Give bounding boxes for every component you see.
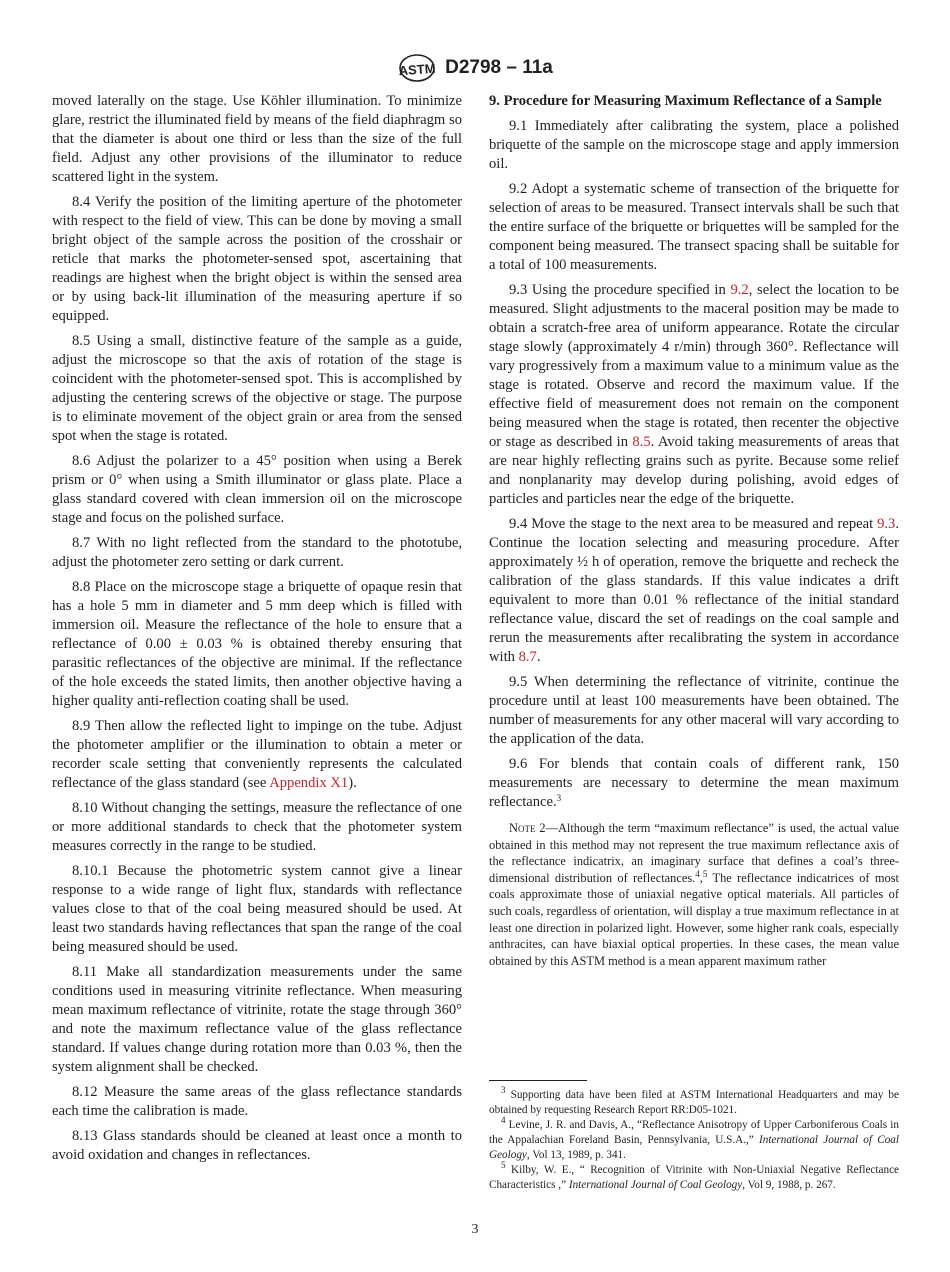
page-header bbox=[0, 52, 950, 84]
text-run: The reflectance indicatrices of most coals approximate those of uniaxial negative optical materials. All particles of such coals, regardless of orientation, will display a true maximum reflectance in at least one direction in polarized light. However, some higher rank coals, especially anthracites, can have biaxial optical properties. In these cases, the mean value obtained by this ASTM method is a mean apparent maximum rather bbox=[489, 870, 899, 968]
footnote-ref: 4 bbox=[501, 1115, 506, 1125]
text-run: 9.5 When determining the reflectance of vitrinite, continue the procedure until at least 100 measurements have been obtained. The number of measurements for any other maceral will vary according to the application of the data. bbox=[489, 674, 899, 747]
text-run: 8.8 Place on the microscope stage a briquette of opaque resin that has a hole 5 mm in diameter and 5 mm deep which is filled with immersion oil. Measure the reflectance of the hole to ensure that a reflectance of 0.00 ± 0.03 % is obtained thereby ensuring that parasitic reflectances of the objective are minimal. If the reflectance of the hole exceeds the stated limits, then another objective having a higher quality anti-reflection coating shall be used. bbox=[52, 579, 462, 709]
paragraph bbox=[52, 799, 462, 856]
journal-title: International Journal of Coal Geology bbox=[489, 1134, 899, 1161]
text-run: —Although the term “maximum reflectance” is used, the actual value obtained in this method may not represent the true maximum reflectance axis of the reflectance indicatrix, an imaginary surface that defines a coal’s three-dimensional distribution of reflectances. bbox=[489, 821, 899, 885]
left-column bbox=[52, 92, 462, 1171]
text-run: Levine, J. R. and Davis, A., “Reflectance Anisotropy of Upper Carboniferous Coals in the Appalachian Foreland Basin, Pennsylvania, U.S.A.,” bbox=[489, 1119, 899, 1146]
paragraph bbox=[489, 281, 899, 509]
right-column bbox=[489, 92, 899, 969]
cross-reference-link[interactable]: 8.5 bbox=[632, 434, 651, 450]
cross-reference-link[interactable]: 9.3 bbox=[877, 516, 896, 532]
cross-reference-link[interactable]: 8.7 bbox=[518, 649, 537, 665]
text-run: , bbox=[699, 870, 703, 885]
footnote bbox=[489, 1115, 899, 1163]
paragraph bbox=[489, 117, 899, 174]
astm-logo-icon bbox=[397, 52, 437, 84]
paragraph bbox=[489, 515, 899, 667]
text-run: Supporting data have been filed at ASTM International Headquarters and may be obtained by requesting Research Report RR:D05-1021. bbox=[489, 1089, 899, 1116]
page-number: 3 bbox=[471, 1222, 479, 1237]
text-run: ). bbox=[348, 775, 357, 791]
paragraph bbox=[52, 193, 462, 326]
paragraph bbox=[52, 1127, 462, 1165]
footnote-ref: 4 bbox=[695, 868, 700, 879]
paragraph bbox=[489, 755, 899, 812]
footnote bbox=[489, 1085, 899, 1118]
paragraph bbox=[489, 673, 899, 749]
text-run: Kilby, W. E., “ Recognition of Vitrinite with Non-Uniaxial Negative Reflectance Characteristics ,” bbox=[489, 1164, 899, 1191]
text-run: 8.13 Glass standards should be cleaned at least once a month to avoid oxidation and changes in reflectances. bbox=[52, 1128, 462, 1163]
paragraph bbox=[52, 1083, 462, 1121]
text-run: 9.3 Using the procedure specified in bbox=[509, 282, 731, 298]
paragraph bbox=[52, 92, 462, 187]
paragraph bbox=[52, 862, 462, 957]
cross-reference-link[interactable]: 9.2 bbox=[730, 282, 749, 298]
text-run: 8.4 Verify the position of the limiting aperture of the photometer with respect to the field of view. This can be done by moving a small bright object of the sample across the position of the crosshair or reticle that marks the photometer-sensed spot, ascertaining that readings are highest when the bright object is within the sensed area or by using back-lit illumination of the measuring aperture if so equipped. bbox=[52, 194, 462, 324]
text-run: , select the location to be measured. Slight adjustments to the maceral position may be made to obtain a scratch-free area of uniform appearance. Rotate the circular stage slowly (approximately 4 r/min) through 360°. Reflectance will vary progressively from a maximum value to a minimum value as the stage is rotated. Observe and record the maximum value. If the effective field of measurement does not remain on the component being measured when the stage is rotated, then recenter the objective or stage as described in bbox=[489, 282, 899, 450]
text-run: , Vol 13, 1989, p. 341. bbox=[526, 1149, 626, 1161]
svg-text:ASTM: ASTM bbox=[398, 60, 437, 79]
footnote bbox=[489, 1160, 899, 1193]
text-run: 9.2 Adopt a systematic scheme of transection of the briquette for selection of areas to be measured. Transect intervals shall be such that the entire surface of the briquette or briquettes will be sampled for the component being measured. The transect spacing shall be suitable for a total of 100 measurements. bbox=[489, 181, 899, 273]
footnote-ref: 3 bbox=[501, 1085, 506, 1095]
paragraph bbox=[489, 180, 899, 275]
text-run: 8.11 Make all standardization measurements under the same conditions used in measuring vitrinite reflectance. When measuring mean maximum reflectance of vitrinite, rotate the stage through 360° and note the maximum reflectance value of the glass reflectance standard. If values change during rotation more than 0.03 %, then the system alignment shall be checked. bbox=[52, 964, 462, 1075]
footnote-ref: 5 bbox=[702, 868, 708, 879]
note-label: Note 2 bbox=[509, 821, 546, 835]
paragraph bbox=[52, 578, 462, 711]
journal-title: International Journal of Coal Geology bbox=[568, 1179, 743, 1191]
text-run: moved laterally on the stage. Use Köhler illumination. To minimize glare, restrict the illuminated field by means of the field diaphragm so that the diameter is about one third or less than the size of the full field. Adjust any other provisions of the illuminator to reduce scattered light in the system. bbox=[52, 93, 462, 185]
document-designation: D2798 – 11a bbox=[445, 57, 553, 78]
paragraph bbox=[52, 717, 462, 793]
text-run: 8.12 Measure the same areas of the glass reflectance standards each time the calibration is made. bbox=[52, 1084, 462, 1119]
text-run: 8.6 Adjust the polarizer to a 45° position when using a Berek prism or 0° when using a Smith illuminator or glass plate. Place a glass standard covered with clean immersion oil on the microscope stage and focus on the polished surface. bbox=[52, 453, 462, 526]
text-run: 9.1 Immediately after calibrating the system, place a polished briquette of the sample on the microscope stage and apply immersion oil. bbox=[489, 118, 899, 172]
text-run: 9.4 Move the stage to the next area to be measured and repeat bbox=[509, 516, 878, 532]
text-run: 8.10 Without changing the settings, measure the reflectance of one or more additional standards to check that the photometer system measures correctly in the range to be studied. bbox=[52, 800, 462, 854]
paragraph bbox=[52, 332, 462, 446]
cross-reference-link[interactable]: Appendix X1 bbox=[269, 775, 349, 791]
paragraph bbox=[52, 963, 462, 1077]
footnotes bbox=[489, 1085, 899, 1193]
note-2 bbox=[489, 820, 899, 969]
paragraph bbox=[52, 452, 462, 528]
text-run: 8.5 Using a small, distinctive feature of the sample as a guide, adjust the microscope so that the axis of rotation of the stage is coincident with the photometer-sensed spot. This is accomplished by adjusting the centering screws of the objective or stage. The purpose is to eliminate movement of the object grain or area from the sensed spot when the stage is rotated. bbox=[52, 333, 462, 444]
section-heading: 9. Procedure for Measuring Maximum Reflectance of a Sample bbox=[489, 93, 882, 109]
text-run: 9.6 For blends that contain coals of different rank, 150 measurements are necessary to determine the mean maximum reflectance. bbox=[489, 756, 899, 810]
footnote-ref: 3 bbox=[556, 793, 562, 803]
text-run: . Continue the location selecting and measuring procedure. After approximately ½ h of operation, remove the briquette and recheck the calibration of the glass standards. If this value indicates a drift equivalent to more than 0.01 % reflectance of the initial standard reflectance value, discard the set of readings on the coal sample and rerun the measurements after recalibrating the system in accordance with bbox=[489, 516, 899, 665]
text-run: . Avoid taking measurements of areas that are near highly reflecting grains such as pyrite. Because some relief and nonplanarity may develop during polishing, avoid edges of particles and particles near the edge of the briquette. bbox=[489, 434, 899, 507]
text-run: 8.7 With no light reflected from the standard to the phototube, adjust the photometer zero setting or dark current. bbox=[52, 535, 462, 570]
footnote-ref: 5 bbox=[501, 1160, 506, 1170]
text-run: 8.10.1 Because the photometric system cannot give a linear response to a wide range of light flux, standards with reflectance values close to that of the coal being measured should be used. At least two standards having reflectances that span the range of the coal being measured should be used. bbox=[52, 863, 462, 955]
text-run: . bbox=[536, 649, 541, 665]
footnote-divider bbox=[489, 1080, 587, 1081]
text-run: , Vol 9, 1988, p. 267. bbox=[742, 1179, 836, 1191]
paragraph bbox=[52, 534, 462, 572]
text-run: 8.9 Then allow the reflected light to impinge on the tube. Adjust the photometer amplifier or the illumination to obtain a meter or recorder scale setting that conveniently represents the calculated reflectance of the glass standard (see bbox=[52, 718, 462, 791]
